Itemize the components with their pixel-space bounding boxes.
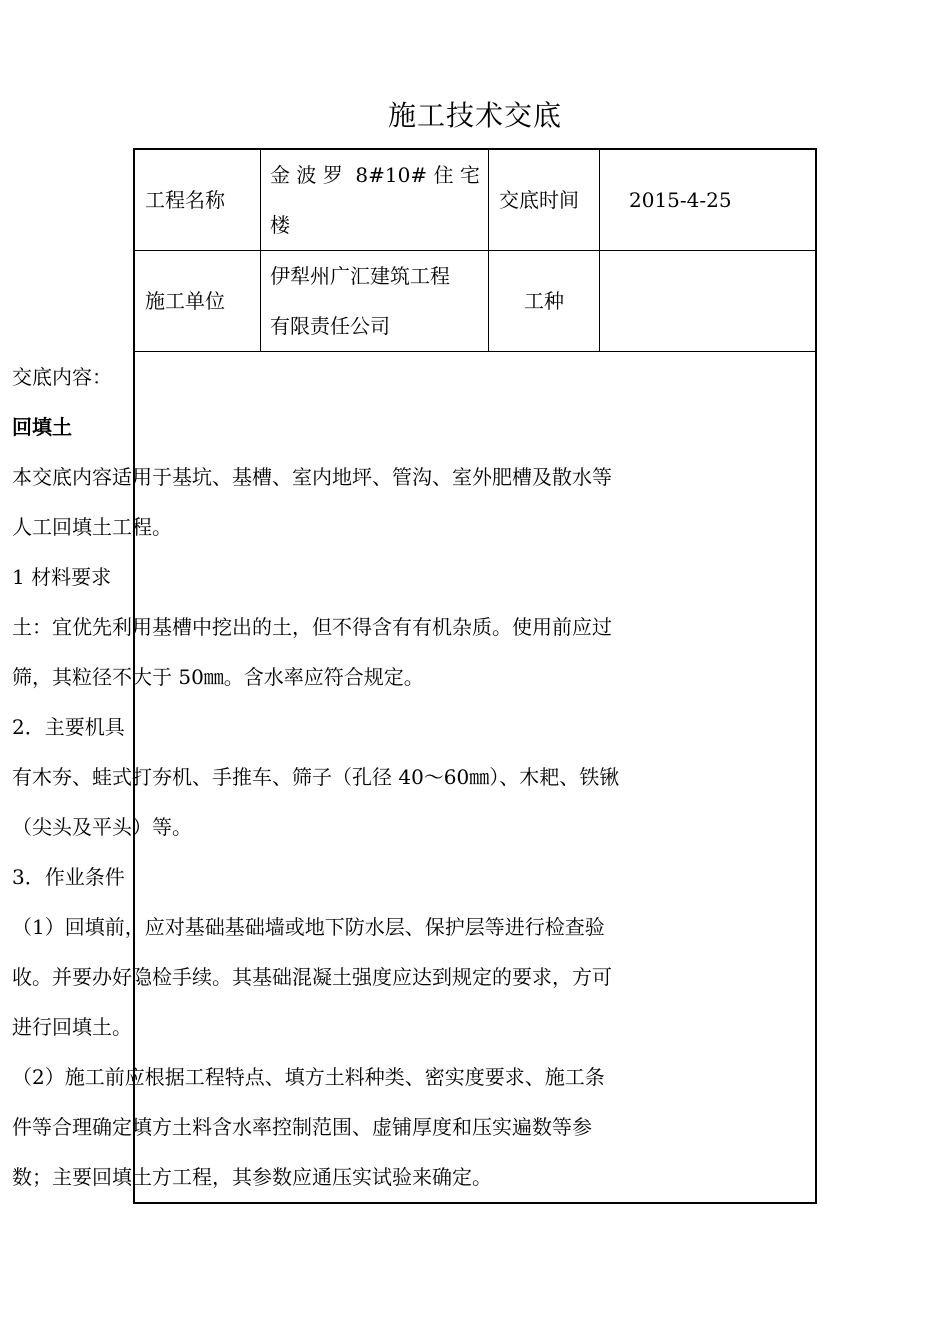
content-line: 土：宜优先利用基槽中挖出的土，但不得含有有机杂质。使用前应过: [12, 615, 612, 639]
content-line: （尖头及平头）等。: [12, 815, 192, 839]
content-line: 3．作业条件: [12, 865, 125, 889]
construction-unit-value: [270, 251, 485, 351]
content-line: 进行回填土。: [12, 1015, 132, 1039]
content-line: 2．主要机具: [12, 715, 125, 739]
content-line: 筛，其粒径不大于 50㎜。含水率应符合规定。: [12, 665, 424, 689]
content-line: （2）施工前应根据工程特点、填方土料种类、密实度要求、施工条: [12, 1065, 605, 1089]
trade-value: [609, 251, 809, 351]
content-line: 件等合理确定填方土料含水率控制范围、虚铺厚度和压实遍数等参: [12, 1115, 592, 1139]
project-name-line: 楼: [270, 213, 290, 237]
content-subject: 回填土: [12, 415, 72, 439]
column-divider: [260, 150, 261, 351]
content-line: （1）回填前，应对基础基础墙或地下防水层、保护层等进行检查验: [12, 915, 605, 939]
content-line: 本交底内容适用于基坑、基槽、室内地坪、管沟、室外肥槽及散水等: [12, 465, 612, 489]
date-label: 交底时间: [499, 188, 579, 212]
disclosure-content: [12, 352, 682, 1202]
construction-unit-label: 施工单位: [145, 289, 225, 313]
document-title: 施工技术交底: [387, 99, 562, 132]
project-name-value: [270, 150, 485, 250]
trade-label: 工种: [524, 289, 564, 313]
content-line: 人工回填土工程。: [12, 515, 172, 539]
content-line: 1 材料要求: [12, 565, 112, 589]
project-name-label: 工程名称: [145, 188, 225, 212]
content-heading: 交底内容：: [12, 365, 112, 389]
content-line: 有木夯、蛙式打夯机、手推车、筛子（孔径 40～60㎜）、木耙、铁锹: [12, 765, 620, 789]
column-divider: [599, 150, 600, 351]
unit-line: 伊犁州广汇建筑工程: [270, 264, 450, 288]
unit-line: 有限责任公司: [270, 314, 390, 338]
date-value: 2015-4-25: [629, 188, 732, 212]
project-name-line: 金 波 罗 8#10# 住 宅: [270, 163, 480, 187]
content-line: 收。并要办好隐检手续。其基础混凝土强度应达到规定的要求，方可: [12, 965, 612, 989]
content-line: 数；主要回填土方工程，其参数应通压实试验来确定。: [12, 1165, 492, 1189]
